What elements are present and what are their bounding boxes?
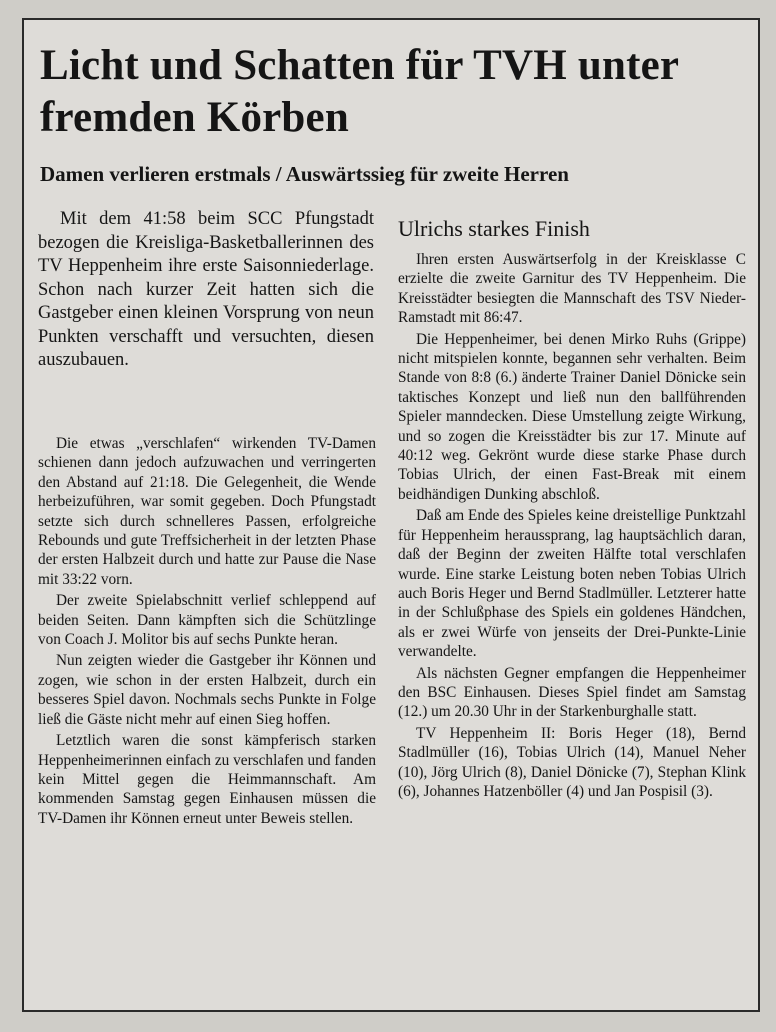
right-paragraph: Als nächsten Gegner empfangen die Heppenheimer den BSC Einhausen. Dieses Spiel findet am Samstag (12.) um 20.30 Uhr in der Starkenburghalle statt. bbox=[398, 664, 746, 721]
article-headline: Licht und Schatten für TVH unter fremden Körben bbox=[40, 42, 679, 141]
left-paragraph: Der zweite Spielabschnitt verlief schleppend auf beiden Seiten. Dann kämpften sich die Schützlinge von Coach J. Molitor bis auf sechs Punkte heran. bbox=[38, 592, 376, 649]
section-heading: Ulrichs starkes Finish bbox=[398, 216, 590, 241]
left-paragraph: Letztlich waren die sonst kämpferisch starken Heppenheimerinnen einfach zu verschlafen und fanden kein Mittel gegen die Heimmannschaft. Am kommenden Samstag gegen Einhausen müssen die TV-Damen ihr Können erneut unter Beweis stellen. bbox=[38, 732, 376, 827]
left-paragraph: Nun zeigten wieder die Gastgeber ihr Können und zogen, wie schon in der ersten Halbzeit, durch ein besseres Spiel davon. Nochmals sechs Punkte in Folge ließ die Gäste nicht mehr auf einen Sieg hoffen. bbox=[38, 652, 376, 728]
left-paragraph: Die etwas „verschlafen“ wirkenden TV-Damen schienen dann jedoch aufzuwachen und verringerten den Abstand auf 21:18. Die Gelegenheit, die Wende herbeizuführen, war somit gegeben. Doch Pfungstadt setzte sich durch schnelleres Passen, erfolgreiche Rebounds und gute Treffsicherheit in der letzten Phase der ersten Halbzeit durch und hatte zur Pause die Nase mit 33:22 vorn. bbox=[38, 435, 376, 588]
right-paragraph: Ihren ersten Auswärtserfolg in der Kreisklasse C erzielte die zweite Garnitur des TV Heppenheim. Die Kreisstädter besiegten die Mannschaft des TSV Nieder-Ramstadt mit 86:47. bbox=[398, 251, 746, 327]
right-paragraph: Die Heppenheimer, bei denen Mirko Ruhs (Grippe) nicht mitspielen konnte, begannen sehr verhalten. Beim Stande von 8:8 (6.) änderte Trainer Daniel Dönicke sein taktisches Konzept und ließ nun den ballführenden Spieler manndecken. Diese Umstellung zeigte Wirkung, und so zogen die Kreisstädter bis zur 17. Minute auf 40:12 weg. Gekrönt wurde diese starke Phase durch Tobias Ulrich, der einen Fast-Break mit einem beidhändigen Dunking abschloß. bbox=[398, 330, 746, 503]
newspaper-clipping bbox=[22, 18, 760, 1012]
right-paragraph: TV Heppenheim II: Boris Heger (18), Bernd Stadlmüller (16), Tobias Ulrich (14), Manuel Neher (10), Jörg Ulrich (8), Daniel Dönicke (7), Stephan Klink (6), Johannes Hatzenböller (4) und Jan Pospisil (3). bbox=[398, 724, 746, 800]
article-subheadline: Damen verlieren erstmals / Auswärtssieg für zweite Herren bbox=[40, 162, 569, 186]
article-lead: Mit dem 41:58 beim SCC Pfungstadt bezogen die Kreisliga-Basketballerinnen des TV Heppenheim ihre erste Saisonniederlage. Schon nach kurzer Zeit hatten sich die Gastgeber einen kleinen Vorsprung von neun Punkten verschafft und versuchten, diesen auszubauen. bbox=[38, 209, 374, 370]
left-column bbox=[38, 434, 376, 828]
right-column bbox=[398, 216, 746, 801]
right-paragraph: Daß am Ende des Spieles keine dreistellige Punktzahl für Heppenheim heraussprang, lag hauptsächlich daran, daß der Beginn der zweiten Hälfte total verschlafen wurde. Eine starke Leistung boten neben Tobias Ulrich auch Boris Heger und Bernd Stadlmüller. Letzterer hatte in der Schlußphase des Spiels ein goldenes Händchen, als er zwei Würfe von jenseits der Drei-Punkte-Linie verwandelte. bbox=[398, 507, 746, 661]
